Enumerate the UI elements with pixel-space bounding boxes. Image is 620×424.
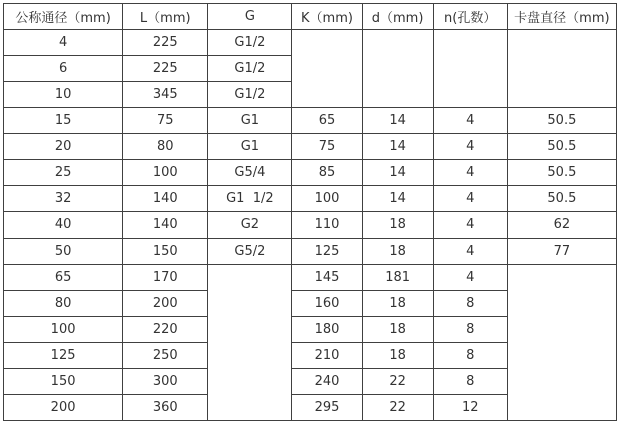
cell-d: 22	[362, 394, 433, 420]
header-g: G	[208, 4, 292, 30]
cell-d: 14	[362, 134, 433, 160]
cell-l: 220	[123, 316, 208, 342]
cell-chuck: 50.5	[507, 134, 616, 160]
cell-l: 225	[123, 56, 208, 82]
cell-dn: 32	[4, 186, 123, 212]
merged-empty-cell-chuck	[507, 30, 616, 108]
cell-l: 150	[123, 238, 208, 264]
cell-k: 110	[292, 212, 362, 238]
cell-dn: 50	[4, 238, 123, 264]
cell-dn: 40	[4, 212, 123, 238]
cell-l: 140	[123, 186, 208, 212]
cell-chuck: 62	[507, 212, 616, 238]
cell-l: 80	[123, 134, 208, 160]
cell-k: 240	[292, 368, 362, 394]
cell-l: 360	[123, 394, 208, 420]
cell-dn: 20	[4, 134, 123, 160]
cell-g: G1	[208, 108, 292, 134]
cell-k: 145	[292, 264, 362, 290]
cell-l: 225	[123, 30, 208, 56]
cell-dn: 200	[4, 394, 123, 420]
cell-n: 8	[433, 316, 507, 342]
cell-d: 14	[362, 160, 433, 186]
cell-dn: 10	[4, 82, 123, 108]
cell-n: 4	[433, 264, 507, 290]
cell-chuck: 50.5	[507, 186, 616, 212]
cell-g: G1 1/2	[208, 186, 292, 212]
cell-n: 4	[433, 186, 507, 212]
cell-k: 75	[292, 134, 362, 160]
cell-n: 8	[433, 290, 507, 316]
cell-chuck: 77	[507, 238, 616, 264]
header-d: d（mm)	[362, 4, 433, 30]
header-l: L（mm)	[123, 4, 208, 30]
cell-g: G1/2	[208, 82, 292, 108]
cell-d: 181	[362, 264, 433, 290]
merged-empty-cell-g	[208, 264, 292, 420]
cell-l: 75	[123, 108, 208, 134]
cell-n: 4	[433, 108, 507, 134]
cell-g: G1/2	[208, 30, 292, 56]
cell-d: 18	[362, 342, 433, 368]
cell-chuck: 50.5	[507, 108, 616, 134]
cell-dn: 6	[4, 56, 123, 82]
table-header	[4, 4, 617, 30]
cell-dn: 125	[4, 342, 123, 368]
cell-dn: 150	[4, 368, 123, 394]
cell-k: 100	[292, 186, 362, 212]
cell-dn: 80	[4, 290, 123, 316]
merged-empty-cell-chuck-bottom	[507, 264, 616, 420]
cell-n: 4	[433, 238, 507, 264]
cell-d: 14	[362, 108, 433, 134]
cell-k: 85	[292, 160, 362, 186]
cell-g: G5/4	[208, 160, 292, 186]
cell-n: 4	[433, 212, 507, 238]
cell-n: 4	[433, 134, 507, 160]
table-row	[4, 212, 617, 238]
table-row	[4, 160, 617, 186]
cell-g: G1/2	[208, 56, 292, 82]
table-row	[4, 134, 617, 160]
cell-l: 100	[123, 160, 208, 186]
cell-k: 180	[292, 316, 362, 342]
cell-g: G5/2	[208, 238, 292, 264]
table-row	[4, 238, 617, 264]
cell-l: 200	[123, 290, 208, 316]
flange-spec-table	[3, 3, 617, 421]
cell-k: 65	[292, 108, 362, 134]
cell-k: 295	[292, 394, 362, 420]
cell-n: 8	[433, 342, 507, 368]
spec-table-container	[3, 3, 617, 421]
header-row	[4, 4, 617, 30]
merged-empty-cell-n	[433, 30, 507, 108]
cell-d: 14	[362, 186, 433, 212]
cell-l: 300	[123, 368, 208, 394]
cell-dn: 65	[4, 264, 123, 290]
table-row	[4, 30, 617, 56]
cell-d: 22	[362, 368, 433, 394]
cell-k: 125	[292, 238, 362, 264]
cell-n: 12	[433, 394, 507, 420]
cell-k: 160	[292, 290, 362, 316]
cell-n: 4	[433, 160, 507, 186]
header-chuck-diameter: 卡盘直径（mm)	[507, 4, 616, 30]
cell-n: 8	[433, 368, 507, 394]
cell-dn: 25	[4, 160, 123, 186]
cell-g: G2	[208, 212, 292, 238]
cell-g: G1	[208, 134, 292, 160]
cell-dn: 4	[4, 30, 123, 56]
cell-dn: 15	[4, 108, 123, 134]
cell-k: 210	[292, 342, 362, 368]
cell-d: 18	[362, 316, 433, 342]
table-row	[4, 186, 617, 212]
cell-d: 18	[362, 212, 433, 238]
header-n-holes: n(孔数）	[433, 4, 507, 30]
cell-l: 345	[123, 82, 208, 108]
merged-empty-cell-d	[362, 30, 433, 108]
cell-chuck: 50.5	[507, 160, 616, 186]
cell-l: 170	[123, 264, 208, 290]
cell-dn: 100	[4, 316, 123, 342]
cell-l: 250	[123, 342, 208, 368]
cell-l: 140	[123, 212, 208, 238]
table-body	[4, 30, 617, 421]
cell-d: 18	[362, 290, 433, 316]
table-row	[4, 264, 617, 290]
cell-d: 18	[362, 238, 433, 264]
merged-empty-cell-k	[292, 30, 362, 108]
table-row	[4, 108, 617, 134]
header-k: K（mm)	[292, 4, 362, 30]
header-nominal-diameter: 公称通径（mm)	[4, 4, 123, 30]
